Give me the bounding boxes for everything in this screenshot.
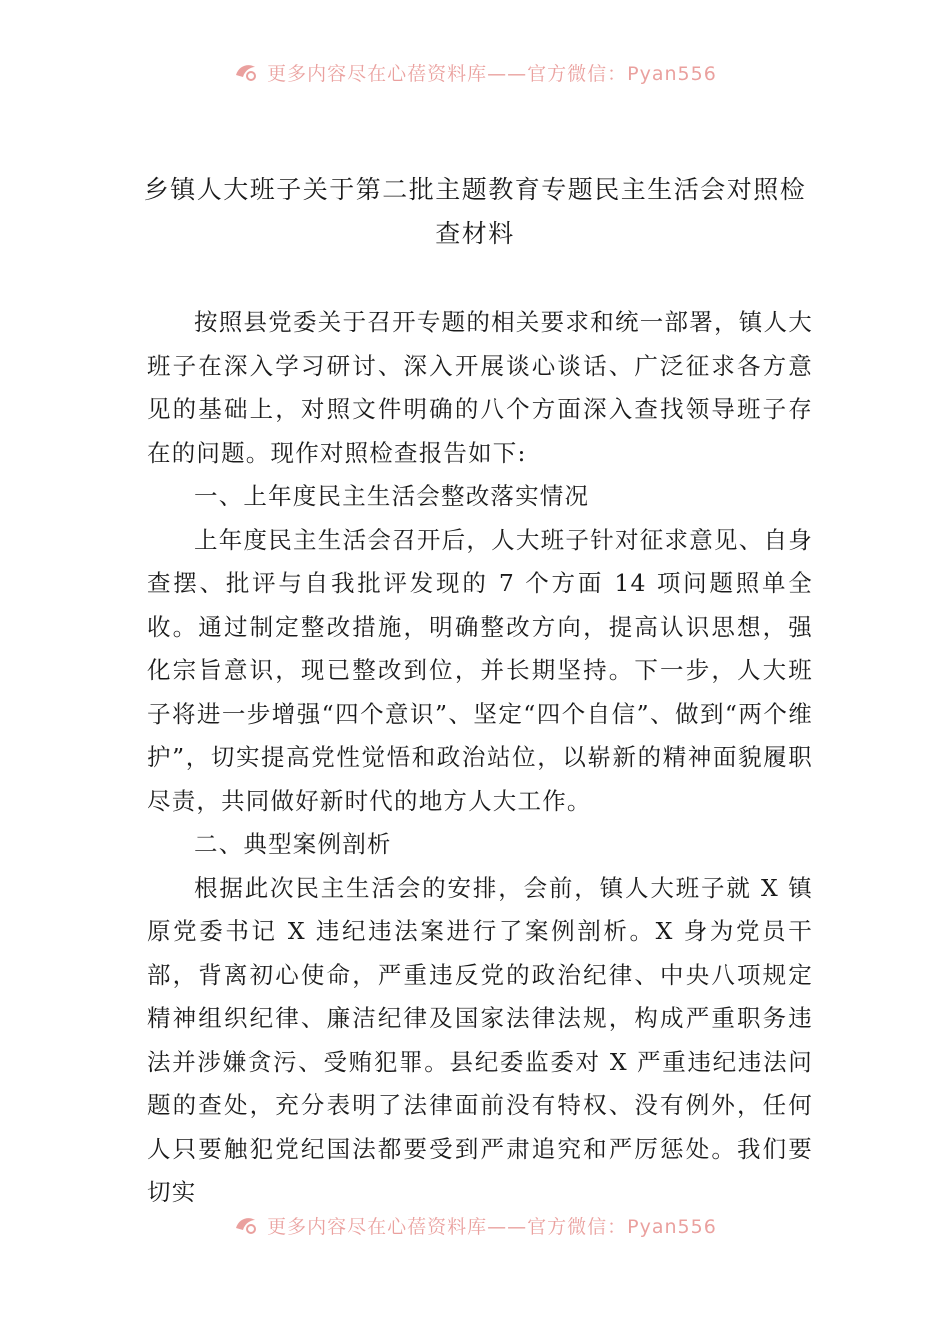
header-watermark	[0, 52, 950, 92]
brand-logo-icon	[233, 61, 259, 83]
section-heading-2: 二、典型案例剖析	[194, 830, 392, 858]
document-body	[147, 301, 813, 1215]
document-title: 乡镇人大班子关于第二批主题教育专题民主生活会对照检查材料	[143, 175, 807, 248]
section-heading-1: 一、上年度民主生活会整改落实情况	[194, 482, 590, 510]
watermark-text: 更多内容尽在心蓓资料库——官方微信：Pyan556	[267, 1215, 717, 1238]
section-2-paragraph: 根据此次民主生活会的安排，会前，镇人大班子就 X 镇原党委书记 X 违纪违法案进行了案例剖析。X 身为党员干部，背离初心使命，严重违反党的政治纪律、中央八项规定精神组织纪律、廉洁纪律及国家法律法规，构成严重职务违法并涉嫌贪污、受贿犯罪。县纪委监委对 X 严重违纪违法问题的查处，充分表明了法律面前没有特权、没有例外，任何人只要触犯党纪国法都要受到严肃追究和严厉惩处。我们要切实	[147, 873, 813, 1206]
footer-watermark	[0, 1205, 950, 1245]
watermark-text: 更多内容尽在心蓓资料库——官方微信：Pyan556	[267, 62, 717, 85]
section-1-paragraph: 上年度民主生活会召开后，人大班子针对征求意见、自身查摆、批评与自我批评发现的 7 个方面 14 项问题照单全收。通过制定整改措施，明确整改方向，提高认识思想，强化宗旨意识，现已整改到位，并长期坚持。下一步，人大班子将进一步增强“四个意识”、坚定“四个自信”、做到“两个维护”，切实提高党性觉悟和政治站位，以崭新的精神面貌履职尽责，共同做好新时代的地方人大工作。	[147, 525, 813, 815]
intro-paragraph: 按照县党委关于召开专题的相关要求和统一部署，镇人大班子在深入学习研讨、深入开展谈心谈话、广泛征求各方意见的基础上，对照文件明确的八个方面深入查找领导班子存在的问题。现作对照检查报告如下:	[147, 308, 813, 467]
brand-logo-icon	[233, 1214, 259, 1236]
